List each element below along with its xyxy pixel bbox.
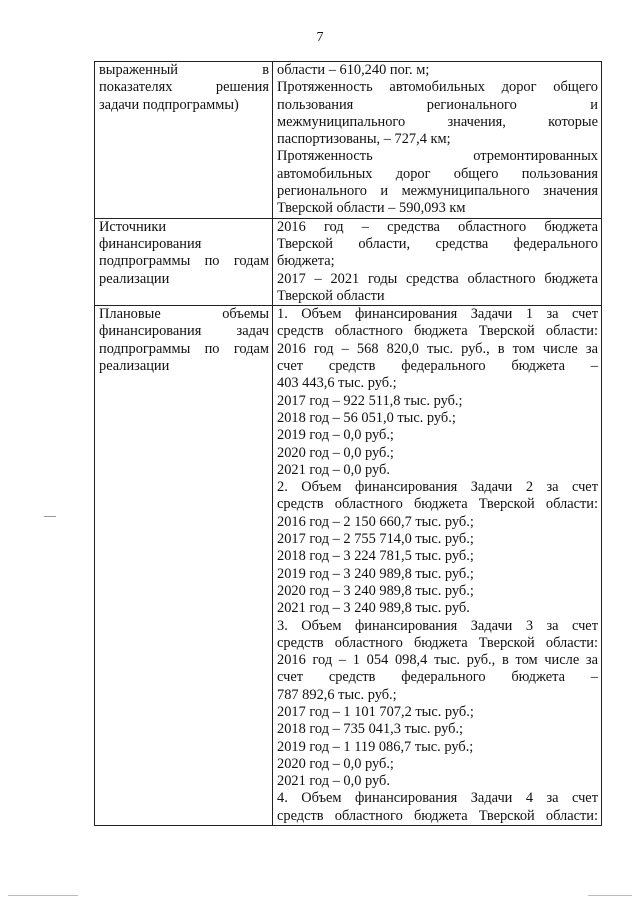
row-value-line: регионального и межмуниципального значения <box>277 183 598 200</box>
row-value-line: 3. Объем финансирования Задачи 3 за счет <box>277 617 598 634</box>
row-label-line: задачи подпрограммы) <box>99 96 239 113</box>
row-label-line: реализации <box>99 270 170 287</box>
row-value-line: Тверской области <box>277 287 385 304</box>
row-value-cell <box>273 62 602 219</box>
row-value-line: 2018 год – 3 224 781,5 тыс. руб.; <box>277 548 474 565</box>
row-value-line: средств областного бюджета Тверской области: <box>277 634 598 651</box>
row-value-line: средств областного бюджета Тверской области: <box>277 807 598 824</box>
row-value-line: средств областного бюджета Тверской области: <box>277 323 598 340</box>
row-value-line: 2020 год – 0,0 руб.; <box>277 444 394 461</box>
row-value-line: 2021 год – 0,0 руб. <box>277 461 390 478</box>
margin-mark <box>44 516 56 517</box>
table-row <box>95 218 602 305</box>
row-value-line: 2021 год – 0,0 руб. <box>277 773 390 790</box>
row-value-line: 787 892,6 тыс. руб.; <box>277 686 397 703</box>
row-label-line: финансирования задач <box>99 323 269 340</box>
row-value-cell <box>273 306 602 826</box>
row-value-line: 2019 год – 0,0 руб.; <box>277 427 394 444</box>
row-value-cell <box>273 218 602 305</box>
page-number: 7 <box>316 30 324 45</box>
row-value-line: 2017 год – 2 755 714,0 тыс. руб.; <box>277 531 474 548</box>
footer-line-left <box>8 895 78 896</box>
row-value-line: 2016 год – 1 054 098,4 тыс. руб., в том числе за <box>277 652 598 669</box>
row-value-line: 2019 год – 1 119 086,7 тыс. руб.; <box>277 738 474 755</box>
passport-table-body <box>95 62 602 826</box>
row-label-line: реализации <box>99 358 170 375</box>
row-value-line: паспортизованы, – 727,4 км; <box>277 131 451 148</box>
row-value-line: счет средств федерального бюджета – <box>277 669 598 686</box>
row-label-line: подпрограммы по годам <box>99 253 269 270</box>
row-value-line: межмуниципального значения, которые <box>277 113 598 130</box>
row-label-line: подпрограммы по годам <box>99 340 269 357</box>
row-value-line: пользования регионального и <box>277 96 598 113</box>
row-value-line: 2017 год – 1 101 707,2 тыс. руб.; <box>277 703 474 720</box>
footer-line-right <box>588 895 632 896</box>
row-value-line: 403 443,6 тыс. руб.; <box>277 375 397 392</box>
row-value-line: 2020 год – 3 240 989,8 тыс. руб.; <box>277 582 474 599</box>
row-label-line: финансирования <box>99 235 202 252</box>
row-label-line: Источники <box>99 218 167 235</box>
row-label-line: выраженный в <box>99 62 269 78</box>
row-value-line: 2019 год – 3 240 989,8 тыс. руб.; <box>277 565 474 582</box>
row-value-line: 2016 год – 2 150 660,7 тыс. руб.; <box>277 513 474 530</box>
row-label-line: показателях решения <box>99 79 269 96</box>
row-value-line: 2018 год – 735 041,3 тыс. руб.; <box>277 721 464 738</box>
row-label-cell <box>95 306 273 826</box>
row-value-line: 2021 год – 3 240 989,8 тыс. руб. <box>277 600 470 617</box>
row-value-line: 2017 год – 922 511,8 тыс. руб.; <box>277 392 463 409</box>
row-value-line: 2020 год – 0,0 руб.; <box>277 755 394 772</box>
table-row <box>95 306 602 826</box>
row-value-line: 2017 – 2021 годы средства областного бюджета <box>277 270 598 287</box>
row-value-line: Протяженность автомобильных дорог общего <box>277 79 598 96</box>
passport-table <box>94 61 602 826</box>
row-value-line: автомобильных дорог общего пользования <box>277 165 598 182</box>
row-value-line: 2016 год – средства областного бюджета <box>277 218 598 235</box>
row-value-line: 2016 год – 568 820,0 тыс. руб., в том числе за <box>277 340 598 357</box>
row-label-line: Плановые объемы <box>99 306 269 323</box>
row-value-line: области – 610,240 пог. м; <box>277 62 430 78</box>
row-value-line: бюджета; <box>277 253 335 270</box>
row-value-line: Протяженность отремонтированных <box>277 148 598 165</box>
row-value-line: средств областного бюджета Тверской области: <box>277 496 598 513</box>
row-label-cell <box>95 62 273 219</box>
row-value-line: Тверской области, средства федерального <box>277 235 598 252</box>
row-value-line: 2. Объем финансирования Задачи 2 за счет <box>277 479 598 496</box>
row-label-cell <box>95 218 273 305</box>
row-value-line: Тверской области – 590,093 км <box>277 200 466 217</box>
table-row <box>95 62 602 219</box>
row-value-line: 2018 год – 56 051,0 тыс. руб.; <box>277 409 456 426</box>
row-value-line: 1. Объем финансирования Задачи 1 за счет <box>277 306 598 323</box>
row-value-line: счет средств федерального бюджета – <box>277 358 598 375</box>
row-value-line: 4. Объем финансирования Задачи 4 за счет <box>277 790 598 807</box>
